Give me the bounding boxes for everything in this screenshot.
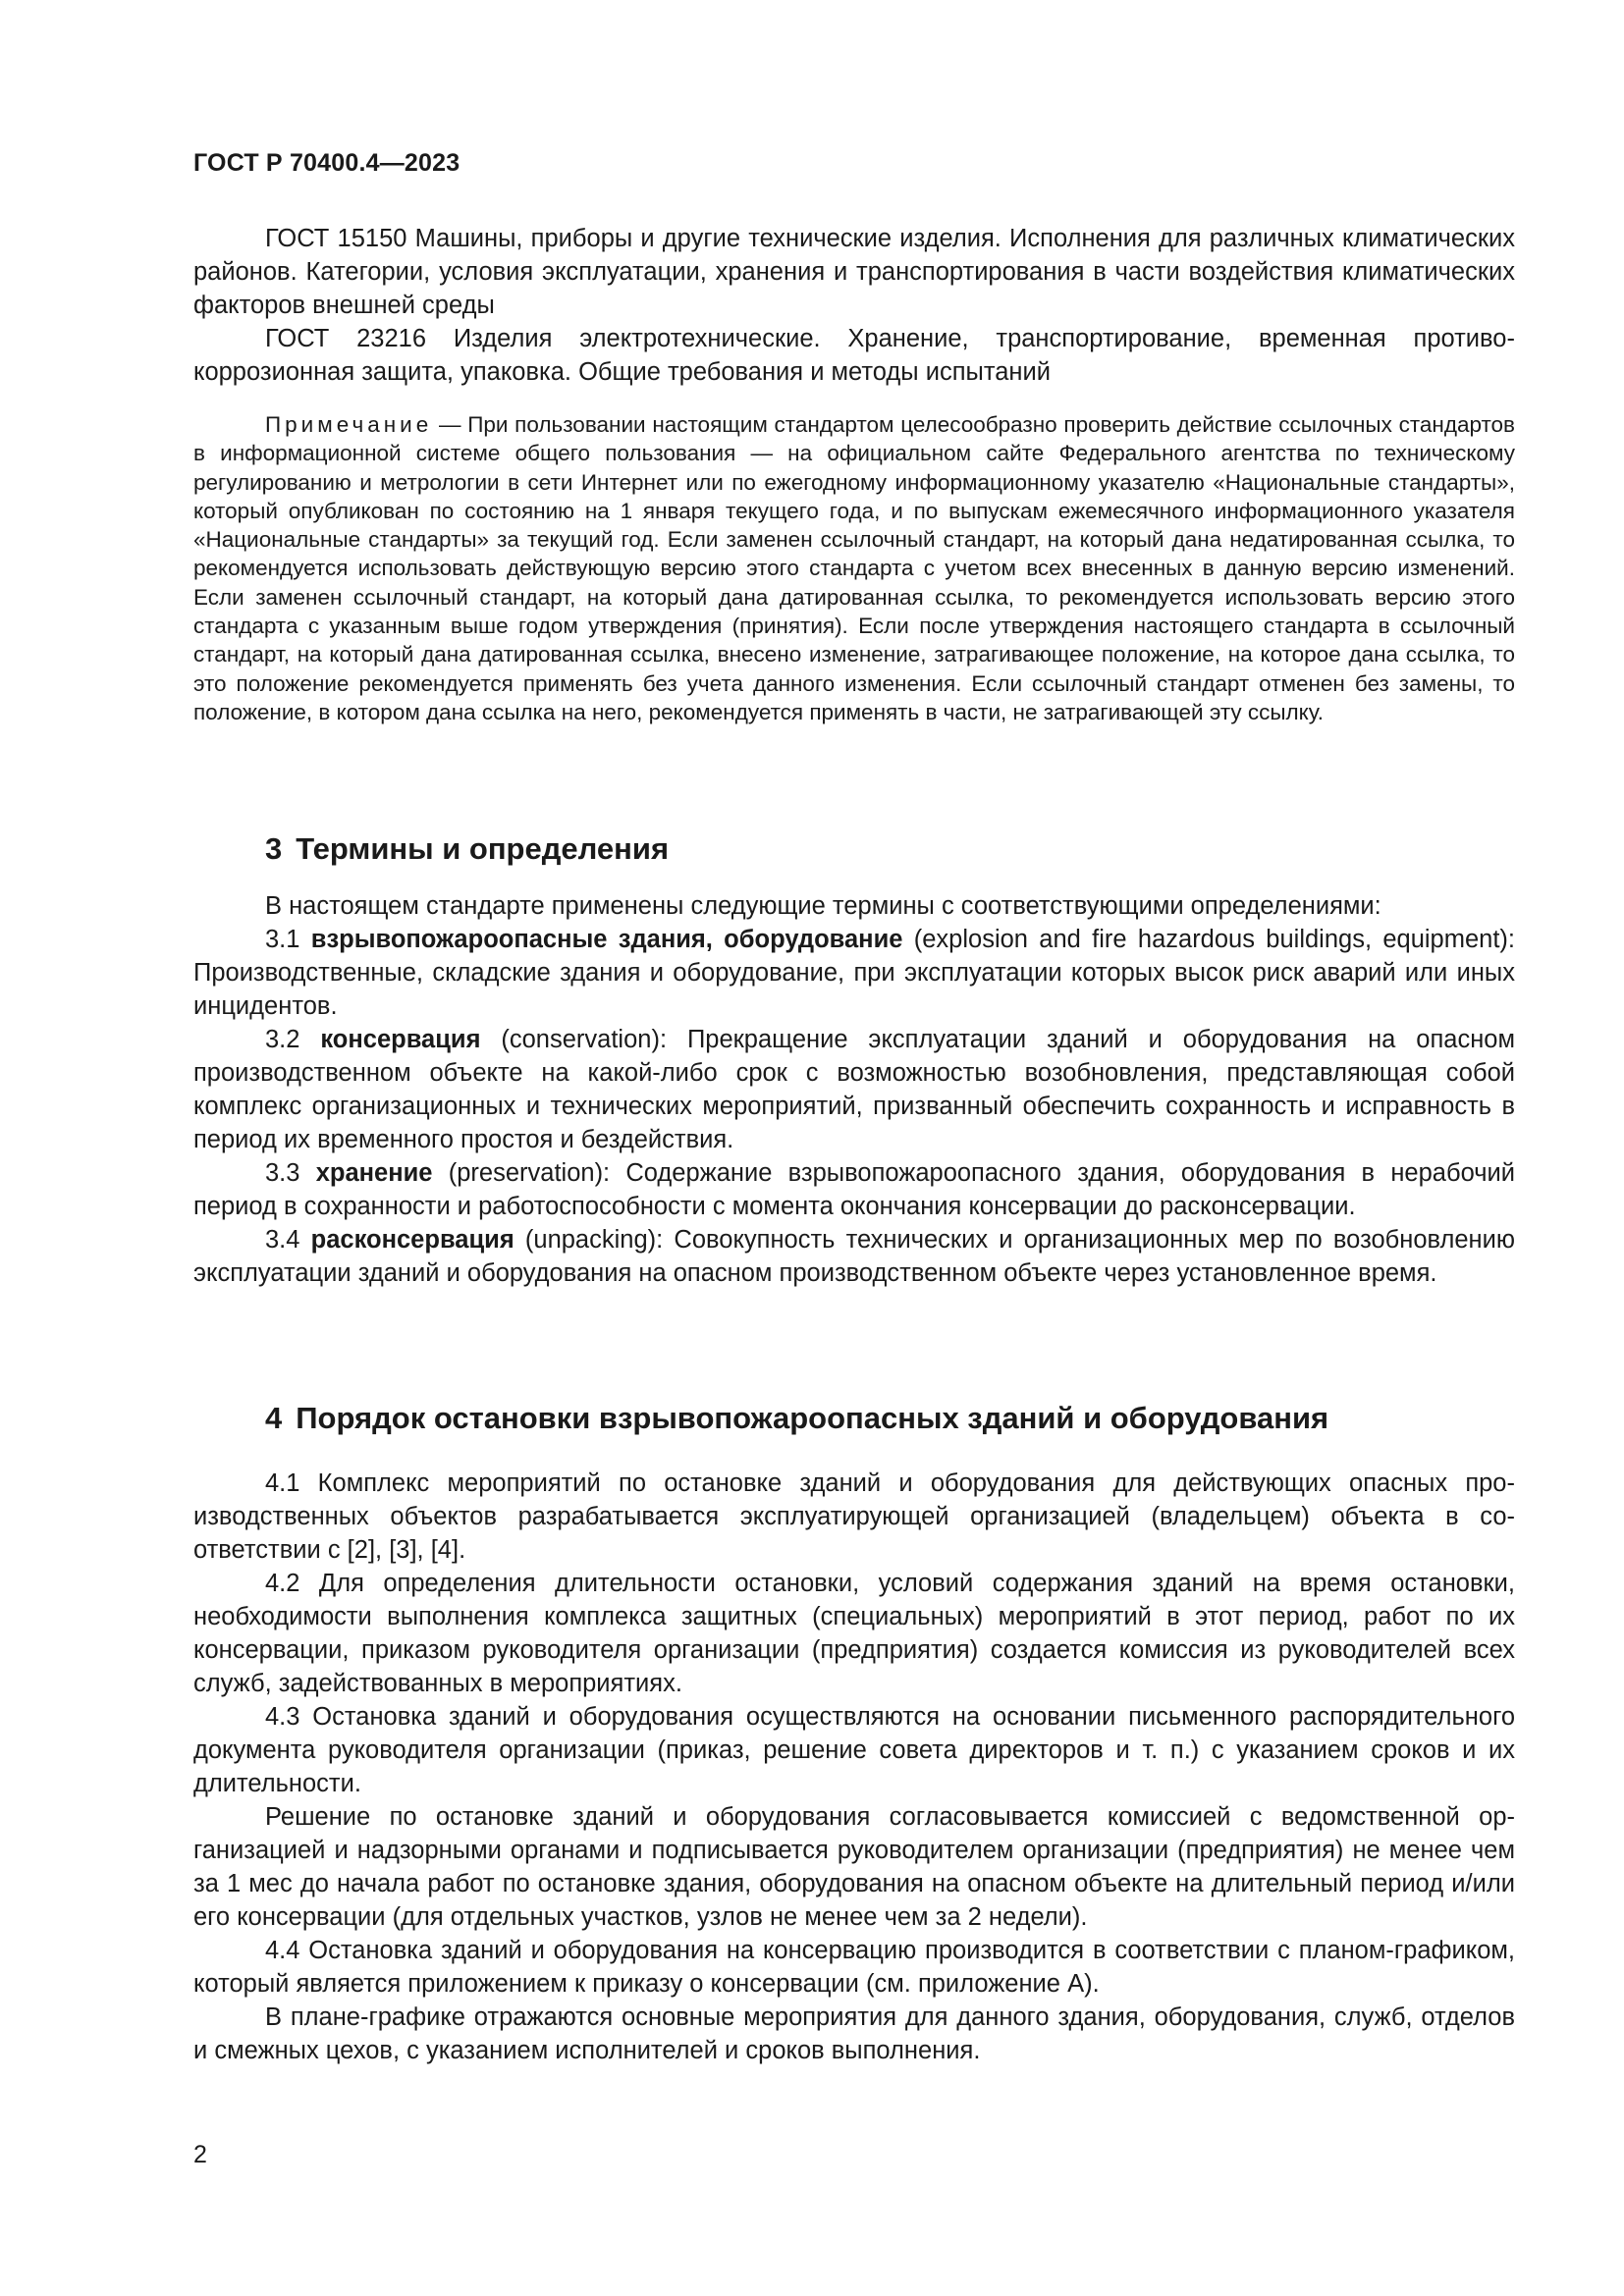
section-paragraph: В плане-графике отражаются основные мероприятия для данного здания, оборудования, служб, отделов и смежных цехов, с указанием исполнителей и сроков выполнения. [193, 2003, 1515, 2064]
term-number: 3.3 [265, 1159, 300, 1187]
note-paragraph [193, 410, 1515, 726]
term-name: расконсервация [310, 1226, 514, 1254]
section-paragraph: Решение по остановке зданий и оборудования согласовывается комиссией с ведомственной организацией и надзорными органами и подписывается руководителем организации (предприятия) не менее чем за 1 мес до начала работ по остановке здания, оборудования на опасном объекте на длительный период и/или его консервации (для отдельных участков, узлов не менее чем за 2 недели). [193, 1803, 1515, 1931]
note-block [193, 410, 1515, 726]
term-entry [193, 1156, 1515, 1223]
reference-title: Машины, приборы и другие технические изделия. Исполнения для различных климатических районов. Категории, условия эксплуатации, хранения и транспортирования в части воздействия климатических факторов внешней среды [193, 225, 1515, 319]
term-entry [193, 923, 1515, 1023]
section-paragraph: 4.2 Для определения длительности остановки, условий содержания зданий на время остановки, необходимости выполнения комплекса защитных (специальных) мероприятий в этот период, работ по их консервации, приказом руководителя организации (предприятия) создается комиссия из руководителей всех служб, задействованных в мероприятиях. [193, 1570, 1515, 1697]
term-name: взрывопожароопасные здания, оборудование [310, 926, 903, 953]
reference-title: Изделия электротехнические. Хранение, транспортирование, временная противокоррозионная защита, упаковка. Общие требования и методы испытаний [193, 325, 1515, 386]
page-number: 2 [193, 2141, 207, 2168]
term-name: консервация [320, 1026, 481, 1053]
term-english: (preservation): [432, 1159, 626, 1187]
section-title: Термины и определения [296, 831, 670, 866]
term-definition: Производственные, складские здания и оборудование, при эксплуатации которых высок риск аварий или иных инцидентов. [193, 959, 1515, 1020]
note-label: Примечание [265, 412, 433, 437]
term-entry [193, 1223, 1515, 1290]
term-definition: Прекращение эксплуатации зданий и оборудования на опасном производственном объекте на какой-либо срок с возможностью возобновления, представляющая собой комплекс организационных и технических мероприятий, призванный обеспечить сохранность и исправность в период их временного простоя и бездействия. [193, 1026, 1515, 1153]
term-definition: Содержание взрывопожароопасного здания, оборудования в нерабочий период в сохранности и работоспособности с момента окончания консервации до расконсервации. [193, 1159, 1515, 1220]
section-intro: В настоящем стандарте применены следующие термины с соответствующими определениями: [265, 892, 1381, 920]
reference-item [193, 322, 1515, 389]
term-english: (explosion and fire hazardous buildings, equipment): [902, 926, 1516, 953]
note-text: При пользовании настоящим стандартом целесообразно проверить действие ссылочных стандартов в информационной системе общего пользования — на официальном сайте Федерального агентства по техническому регулированию и метрологии в сети Интернет или по ежегодному информационному указателю «Национальные стандарты», который опубликован по состоянию на 1 января текущего года, и по выпускам ежемесячного информационного указателя «Национальные стандарты» за текущий год. Если заменен ссылочный стандарт, на который дана недатированная ссылка, то рекомендуется использовать действующую версию этого стандарта с учетом всех внесенных в данную версию изменений. Если заменен ссылочный стандарт, на который дана датированная ссылка, то рекомендуется использовать версию этого стандарта с указанным выше годом утверждения (принятия). Если после утверждения настоящего стандарта в ссылочный стандарт, на который дана датированная ссылка, внесено изменение, затрагивающее положение, на которое дана ссылка, то это положение рекомендуется применять без учета данного изменения. Если ссылочный стандарт отменен без замены, то положение, в котором дана ссылка на него, рекомендуется применять в части, не затрагивающей эту ссылку. [193, 412, 1515, 724]
term-number: 3.4 [265, 1226, 300, 1254]
section-4-heading [265, 1399, 1328, 1438]
note-dash: — [432, 412, 468, 437]
term-number: 3.1 [265, 926, 300, 953]
reference-id: ГОСТ 15150 [265, 225, 407, 252]
reference-item [193, 222, 1515, 322]
term-english: (unpacking): [514, 1226, 675, 1254]
term-definition: Совокупность технических и организационных мер по возобновлению эксплуатации зданий и оборудования на опасном производственном объекте через установленное время. [193, 1226, 1515, 1287]
section-title: Порядок остановки взрывопожароопасных зданий и оборудования [296, 1401, 1329, 1435]
section-number: 3 [265, 831, 283, 866]
section-3-heading [265, 829, 669, 869]
term-entry [193, 1023, 1515, 1156]
section-paragraph: 4.1 Комплекс мероприятий по остановке зданий и оборудования для действующих опасных производственных объектов разрабатывается эксплуатирующей организацией (владельцем) объекта в соответствии с [2], [3], [4]. [193, 1469, 1515, 1564]
term-english: (conservation): [480, 1026, 687, 1053]
section-4-body [193, 1467, 1515, 2067]
term-number: 3.2 [265, 1026, 300, 1053]
section-paragraph: 4.4 Остановка зданий и оборудования на консервацию производится в соответствии с планом-графиком, который является приложением к приказу о консервации (см. приложение А). [193, 1937, 1515, 1998]
document-code: ГОСТ Р 70400.4—2023 [193, 149, 460, 177]
reference-id: ГОСТ 23216 [265, 325, 427, 352]
section-3-body [193, 889, 1515, 1290]
section-number: 4 [265, 1401, 283, 1435]
section-paragraph: 4.3 Остановка зданий и оборудования осуществляются на основании письменного распорядительного документа руководителя организации (приказ, решение совета директоров и т. п.) с указанием сроков и их длительности. [193, 1703, 1515, 1797]
references-block [193, 222, 1515, 389]
term-name: хранение [315, 1159, 433, 1187]
